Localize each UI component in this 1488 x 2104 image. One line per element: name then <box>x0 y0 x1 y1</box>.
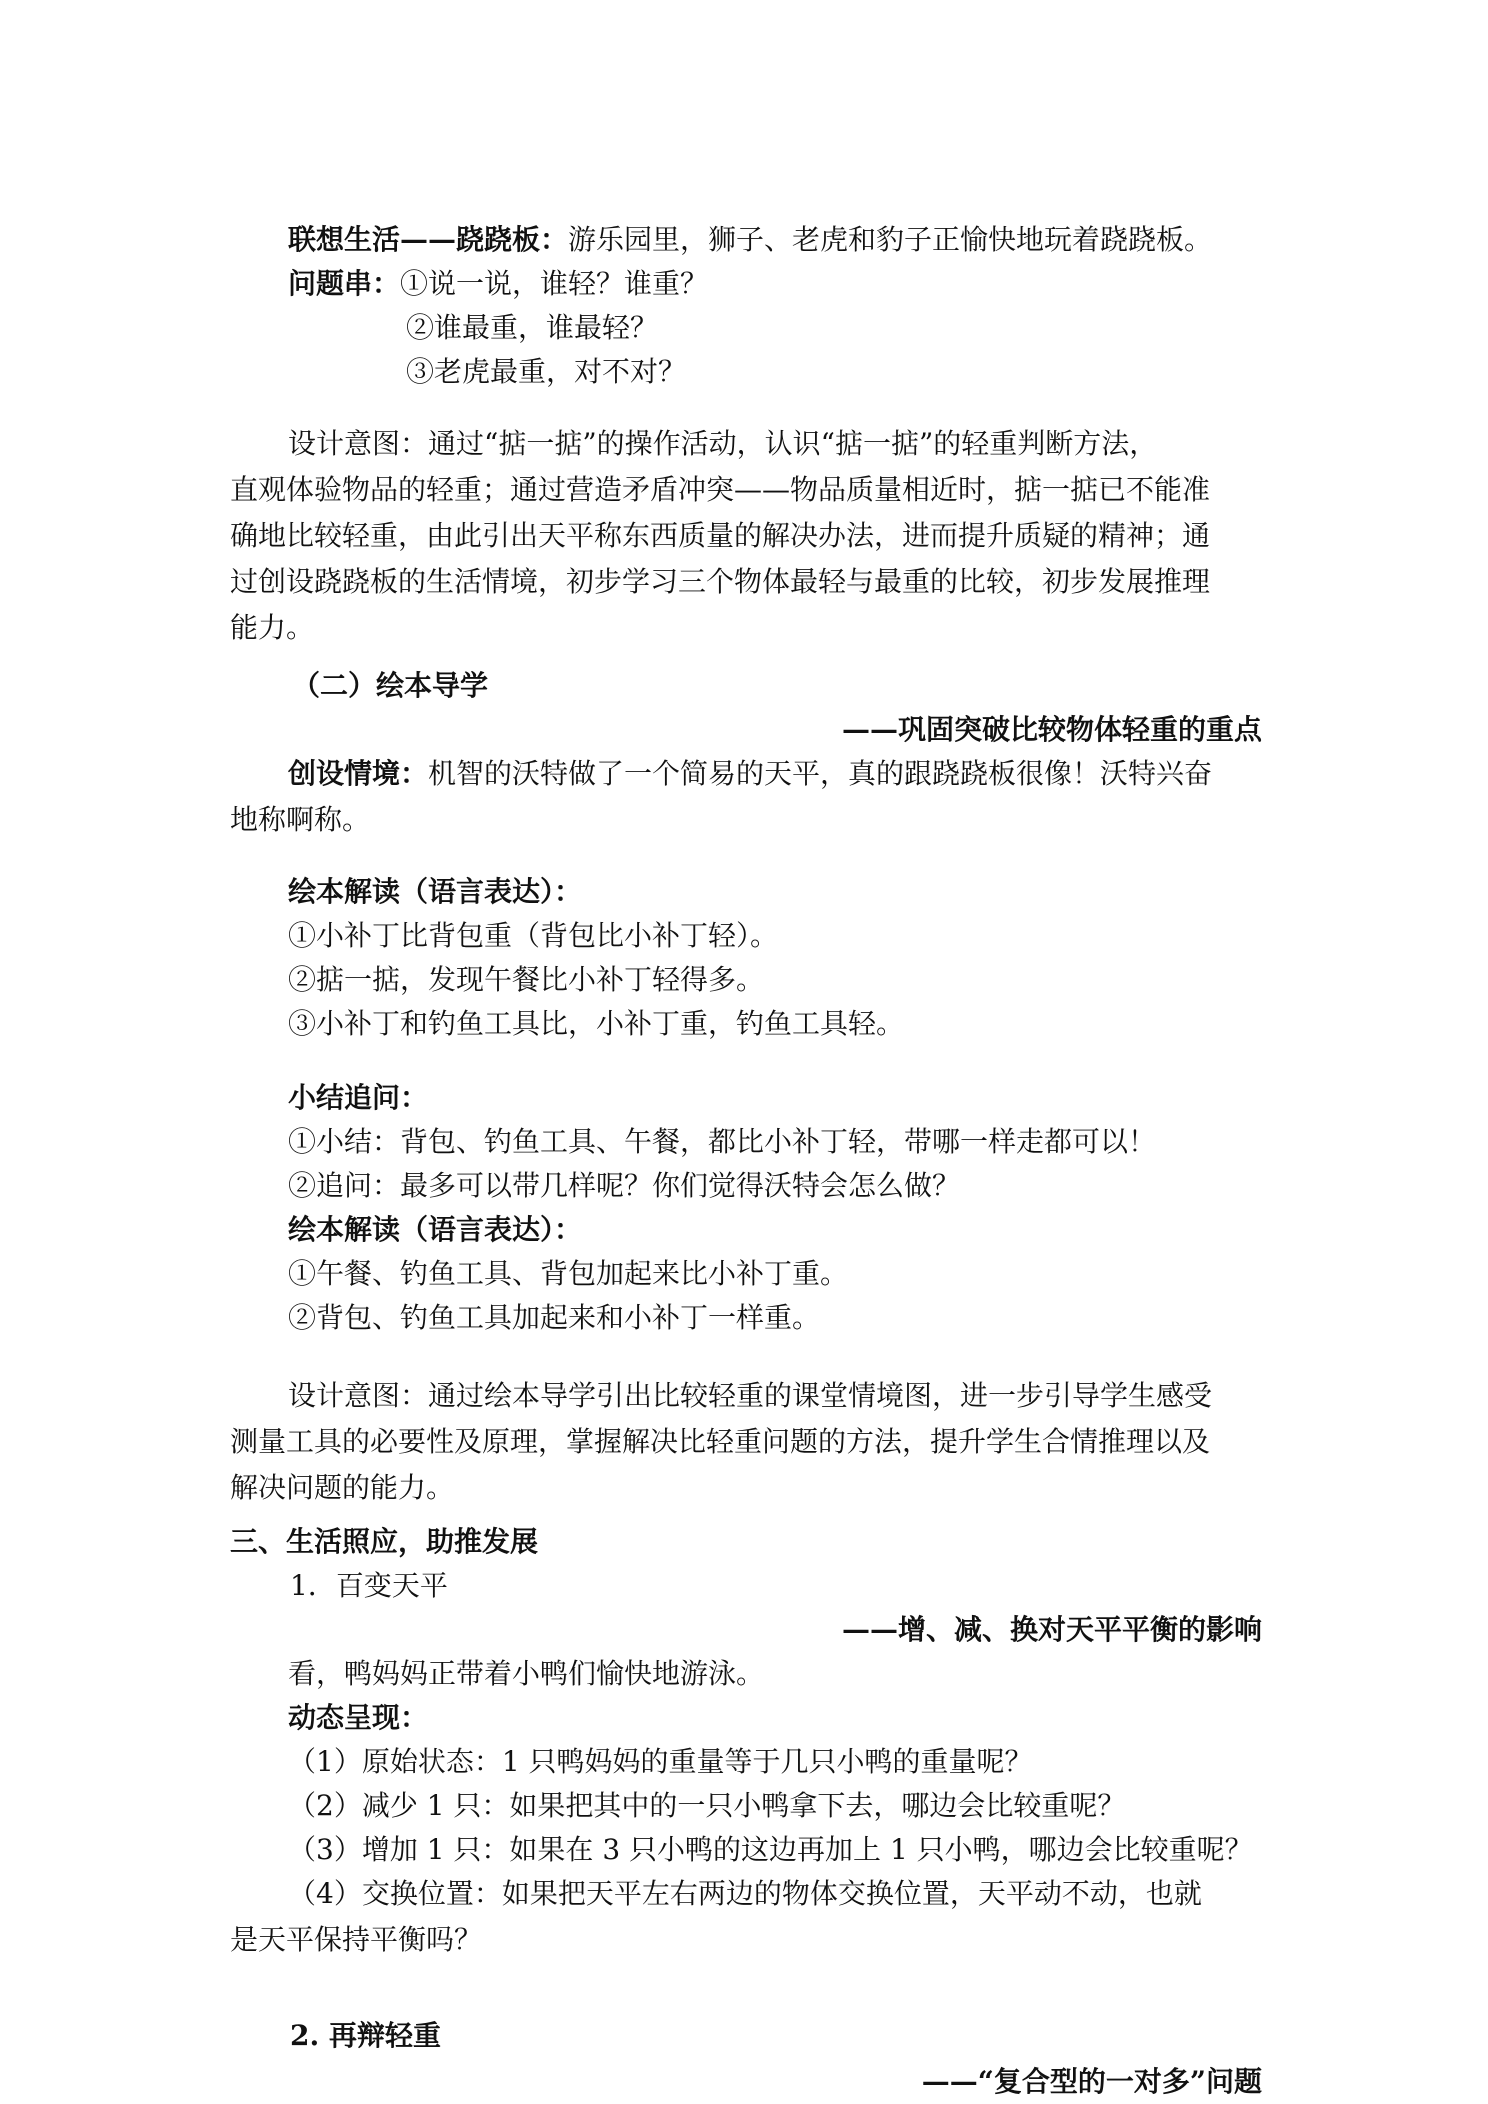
intent2-line-1: 设计意图：通过绘本导学引出比较轻重的课堂情境图，进一步引导学生感受 <box>288 1379 1213 1412</box>
duck-intro: 看，鸭妈妈正带着小鸭们愉快地游泳。 <box>288 1657 765 1690</box>
intent1-line-5: 能力。 <box>230 611 315 644</box>
intent2-line-3: 解决问题的能力。 <box>230 1471 455 1504</box>
dynamic-item-2: （2）减少 1 只：如果把其中的一只小鸭拿下去，哪边会比较重呢？ <box>288 1789 1126 1822</box>
intent1-line-2: 直观体验物品的轻重；通过营造矛盾冲突——物品质量相近时，掂一掂已不能准 <box>230 473 1211 506</box>
question-3: ③老虎最重，对不对？ <box>406 355 687 388</box>
sub1-title: 1．百变天平 <box>290 1569 448 1602</box>
read1-item-3: ③小补丁和钓鱼工具比，小补丁重，钓鱼工具轻。 <box>288 1007 905 1040</box>
read1-item-1: ①小补丁比背包重（背包比小补丁轻）。 <box>288 919 779 952</box>
dynamic-item-3: （3）增加 1 只：如果在 3 只小鸭的这边再加上 1 只小鸭，哪边会比较重呢？ <box>288 1833 1253 1866</box>
summary-item-2: ②追问：最多可以带几样呢？你们觉得沃特会怎么做？ <box>288 1169 961 1202</box>
part2-subtitle: ——巩固突破比较物体轻重的重点 <box>841 713 1262 746</box>
scene-line-1 <box>0 754 1488 794</box>
sub1-subtitle: ——增、减、换对天平平衡的影响 <box>841 1613 1262 1646</box>
question-line-1 <box>0 264 1488 304</box>
read2-item-2: ②背包、钓鱼工具加起来和小补丁一样重。 <box>288 1301 821 1334</box>
sub2-title: 2. 再辩轻重 <box>290 2019 441 2052</box>
intent1-line-3: 确地比较轻重，由此引出天平称东西质量的解决办法，进而提升质疑的精神；通 <box>230 519 1211 552</box>
intent1-line-1: 设计意图：通过“掂一掂”的操作活动，认识“掂一掂”的轻重判断方法， <box>288 427 1158 460</box>
read1-item-2: ②掂一掂，发现午餐比小补丁轻得多。 <box>288 963 765 996</box>
scene-text: 机智的沃特做了一个简易的天平，真的跟跷跷板很像！沃特兴奋 <box>428 757 1213 790</box>
dynamic-item-4-cont: 是天平保持平衡吗？ <box>230 1923 483 1956</box>
seesaw-text: 游乐园里，狮子、老虎和豹子正愉快地玩着跷跷板。 <box>568 223 1213 256</box>
question-1: ①说一说，谁轻？谁重？ <box>400 267 709 300</box>
seesaw-line <box>0 220 1488 260</box>
summary-item-1: ①小结：背包、钓鱼工具、午餐，都比小补丁轻，带哪一样走都可以！ <box>288 1125 1157 1158</box>
scene-line-2: 地称啊称。 <box>230 803 371 836</box>
question-2: ②谁最重，谁最轻？ <box>406 311 659 344</box>
read1-title: 绘本解读（语言表达）： <box>288 875 583 908</box>
dynamic-title: 动态呈现： <box>288 1701 429 1734</box>
dynamic-item-1: （1）原始状态：1 只鸭妈妈的重量等于几只小鸭的重量呢？ <box>288 1745 1033 1778</box>
dynamic-item-4: （4）交换位置：如果把天平左右两边的物体交换位置，天平动不动，也就 <box>288 1877 1202 1910</box>
read2-item-1: ①午餐、钓鱼工具、背包加起来比小补丁重。 <box>288 1257 849 1290</box>
read2-title: 绘本解读（语言表达）： <box>288 1213 583 1246</box>
question-label: 问题串： <box>288 267 401 300</box>
sub2-subtitle: ——“复合型的一对多”问题 <box>921 2065 1262 2098</box>
part2-title: （二）绘本导学 <box>292 669 489 702</box>
scene-label: 创设情境： <box>288 757 429 790</box>
part3-title: 三、生活照应，助推发展 <box>230 1525 539 1558</box>
intent2-line-2: 测量工具的必要性及原理，掌握解决比轻重问题的方法，提升学生合情推理以及 <box>230 1425 1211 1458</box>
seesaw-label: 联想生活——跷跷板： <box>288 223 569 256</box>
intent1-line-4: 过创设跷跷板的生活情境，初步学习三个物体最轻与最重的比较，初步发展推理 <box>230 565 1211 598</box>
summary-title: 小结追问： <box>288 1081 429 1114</box>
